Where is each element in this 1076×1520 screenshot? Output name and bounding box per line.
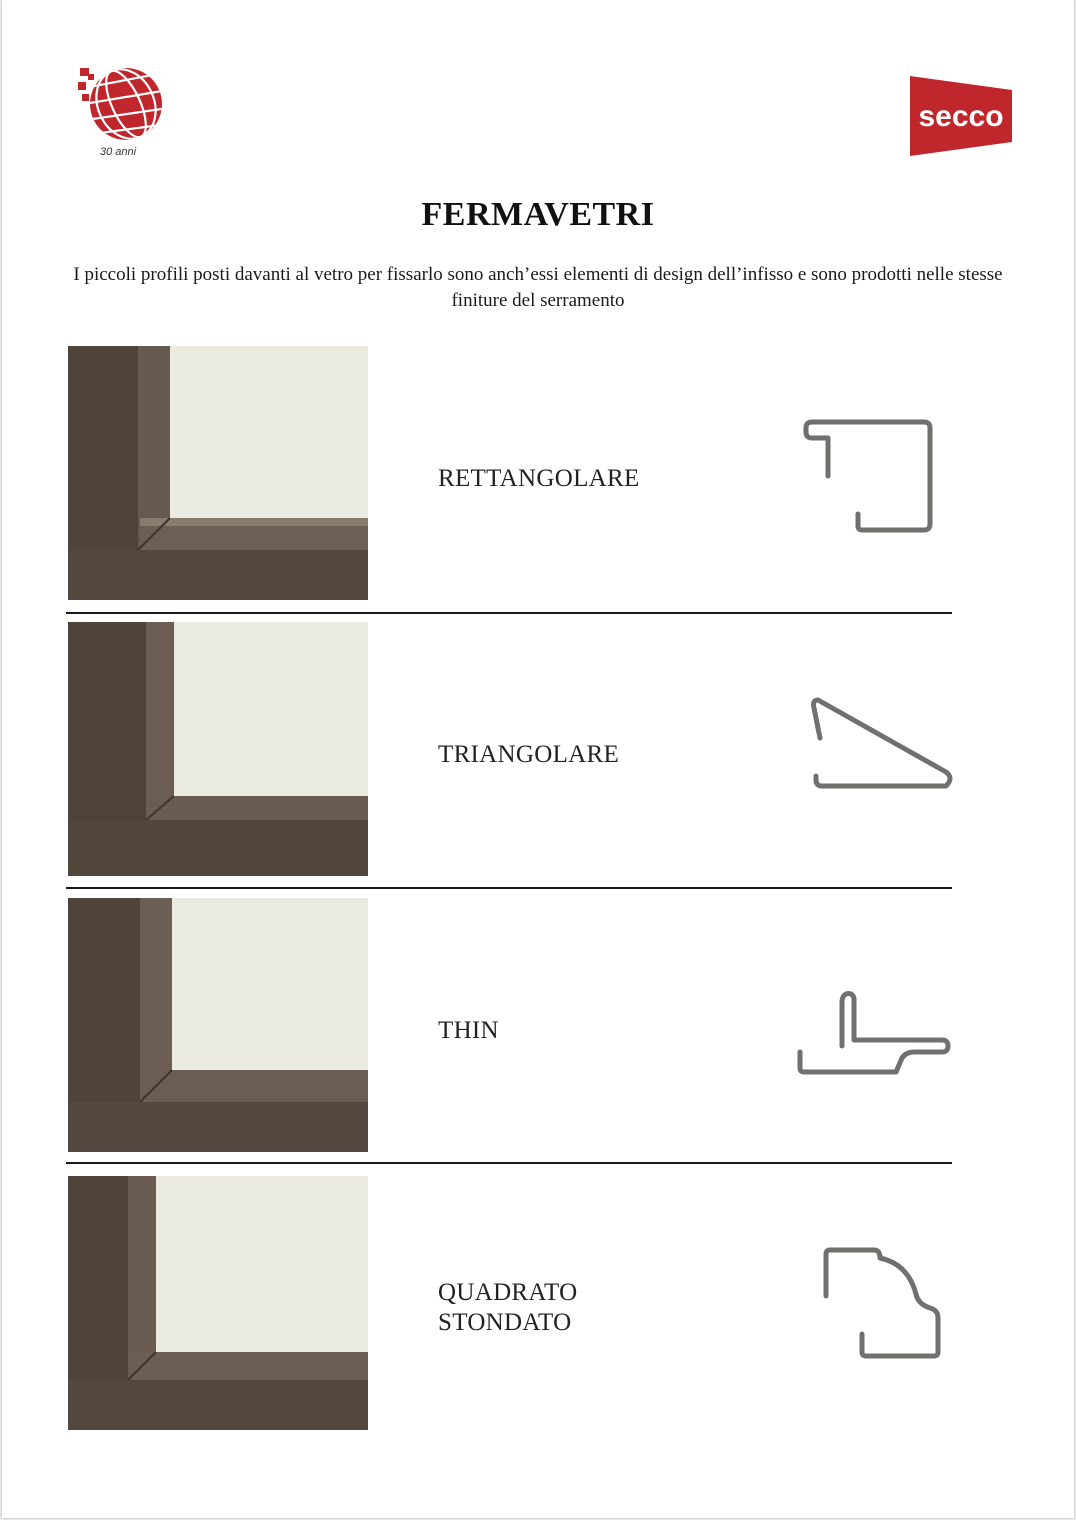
- frame-photo: [68, 346, 368, 600]
- frame-photo: [68, 898, 368, 1152]
- triangular-profile-icon: [808, 694, 956, 794]
- divider: [66, 887, 952, 889]
- page-title: FERMAVETRI: [421, 196, 655, 233]
- list-item: [2, 622, 1074, 884]
- page: [2, 0, 1074, 1518]
- list-item: [2, 346, 1074, 608]
- profile-label: RETTANGOLARE: [438, 465, 640, 492]
- secco-logo: [908, 74, 1014, 160]
- secco-logo-text: secco: [918, 100, 1004, 133]
- intro-paragraph: I piccoli profili posti davanti al vetro per fissarlo sono anch’essi elementi di design dell’infisso e sono prodotti nelle stesse finiture del serramento: [73, 264, 1003, 311]
- divider: [66, 612, 952, 614]
- list-item: [2, 898, 1074, 1160]
- profile-label: THIN: [438, 1017, 499, 1044]
- frame-photo: [68, 1176, 368, 1430]
- profile-label: QUADRATO STONDATO: [438, 1279, 578, 1336]
- divider: [66, 1162, 952, 1164]
- rounded-square-profile-icon: [822, 1246, 946, 1364]
- profile-label: TRIANGOLARE: [438, 741, 620, 768]
- logo-caption: 30 anni: [100, 146, 137, 158]
- globe-logo-icon: [74, 60, 174, 160]
- list-item: [2, 1174, 1074, 1436]
- rectangular-profile-icon: [802, 418, 936, 534]
- frame-photo: [68, 622, 368, 876]
- thin-profile-icon: [796, 988, 954, 1080]
